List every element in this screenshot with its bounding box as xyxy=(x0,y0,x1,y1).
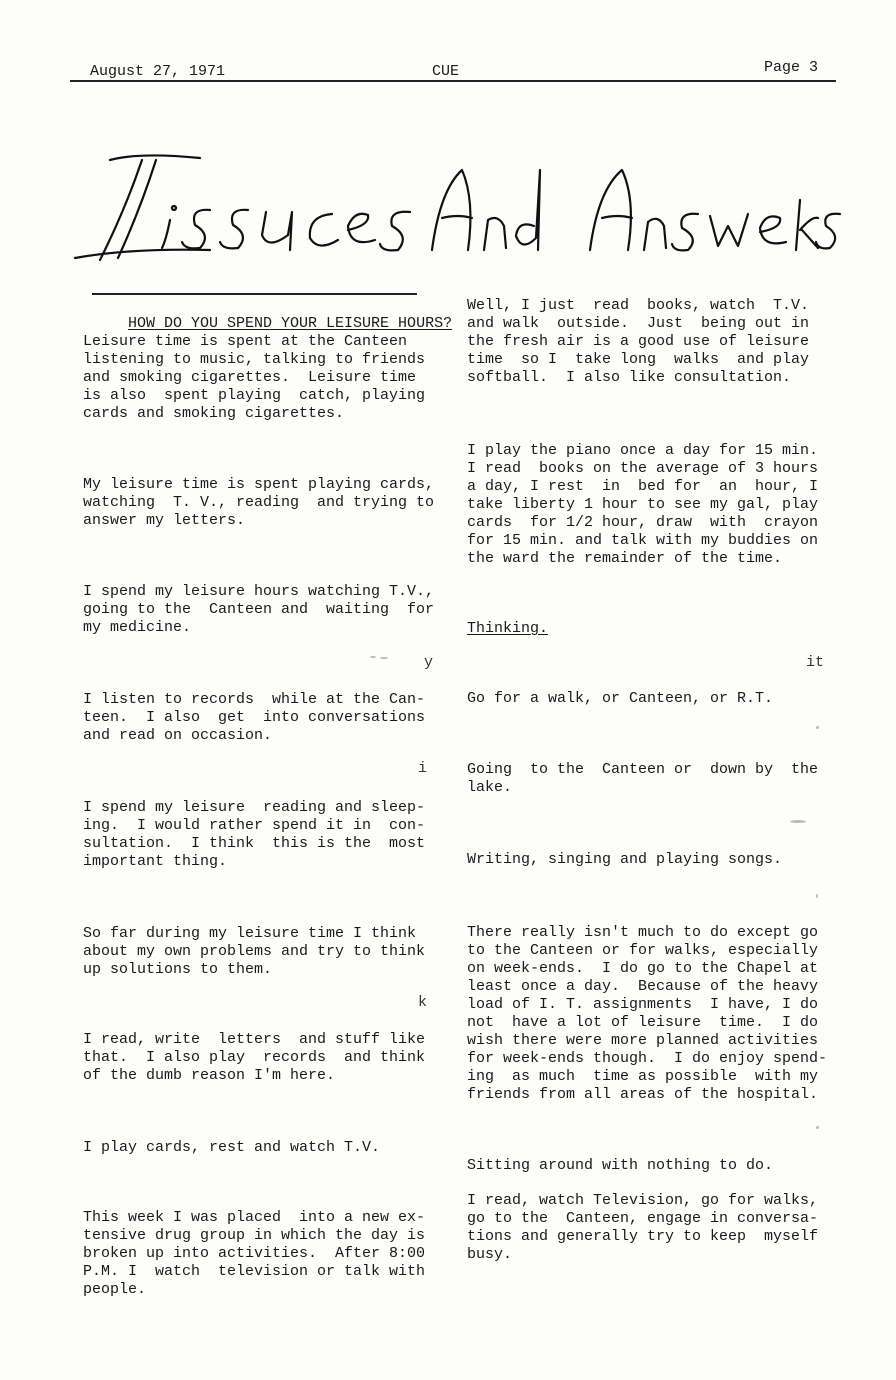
question-heading: HOW DO YOU SPEND YOUR LEISURE HOURS? xyxy=(128,315,453,332)
page-number: Page 3 xyxy=(763,59,818,76)
print-speck xyxy=(370,656,376,658)
print-speck xyxy=(816,894,818,898)
print-speck xyxy=(816,726,819,729)
issue-date: August 27, 1971 xyxy=(90,63,226,80)
answer-text: I listen to records while at the Can- teen. I also get into conversations and read on occasion. xyxy=(83,691,426,744)
right-column xyxy=(467,0,827,1380)
answer-text: I spend my leisure reading and sleep- ing. I would rather spend it in con- sultation. I think this is the most important thing. xyxy=(83,799,426,870)
answer-text: Thinking. xyxy=(467,620,549,637)
answer-text: I play cards, rest and watch T.V. xyxy=(83,1139,381,1156)
answer-text: So far during my leisure time I think about my own problems and try to think up solutions to them. xyxy=(83,925,426,978)
stray-mark: it xyxy=(806,654,825,671)
answer-text: There really isn't much to do except go to the Canteen or for walks, especially on week-ends. I do go to the Chapel at least once a day. Because of the heavy load of I. T. assignments I have, I do not have a lot of leisure time. I do wish there were more planned activities for week-ends though. I do enjoy spend- ing as much time as possible with my friends from all areas of the hospital. xyxy=(467,924,828,1103)
answer-text: I play the piano once a day for 15 min. I read books on the average of 3 hours a day, I rest in bed for an hour, I take liberty 1 hour to see my gal, play cards for 1/2 hour, draw with crayon for 15 min. and talk with my buddies on the ward the remainder of the time. xyxy=(467,442,819,567)
stray-mark: k xyxy=(418,994,428,1011)
answer-text: This week I was placed into a new ex- tensive drug group in which the day is broken up into activities. After 8:00 P.M. I watch television or talk with people. xyxy=(83,1209,426,1298)
print-speck xyxy=(816,1126,819,1129)
stray-mark: y xyxy=(424,654,434,671)
answer-text: I spend my leisure hours watching T.V., going to the Canteen and waiting for my medicine. xyxy=(83,583,435,636)
answer-text: Writing, singing and playing songs. xyxy=(467,851,783,868)
answer-text: Leisure time is spent at the Canteen listening to music, talking to friends and smoking cigarettes. Leisure time is also spent playing catch, playing cards and smoking cigarettes. xyxy=(83,333,426,422)
answer-text: Sitting around with nothing to do. xyxy=(467,1157,774,1174)
answer-text: I read, write letters and stuff like that. I also play records and think of the dumb reason I'm here. xyxy=(83,1031,426,1084)
print-speck xyxy=(790,820,806,823)
answer-text: My leisure time is spent playing cards, watching T. V., reading and trying to answer my letters. xyxy=(83,476,435,529)
publication-name: CUE xyxy=(432,63,460,80)
left-column xyxy=(83,0,443,1380)
answer-text: Well, I just read books, watch T.V. and walk outside. Just being out in the fresh air is a good use of leisure time so I take long walks and play softball. I also like consultation. xyxy=(467,297,810,386)
answer-text: I read, watch Television, go for walks, go to the Canteen, engage in conversa- tions and generally try to keep myself busy. xyxy=(467,1192,819,1263)
answer-text: Go for a walk, or Canteen, or R.T. xyxy=(467,690,774,707)
stray-mark: i xyxy=(418,760,428,777)
answer-text: Going to the Canteen or down by the lake. xyxy=(467,761,819,796)
print-speck xyxy=(380,657,388,659)
